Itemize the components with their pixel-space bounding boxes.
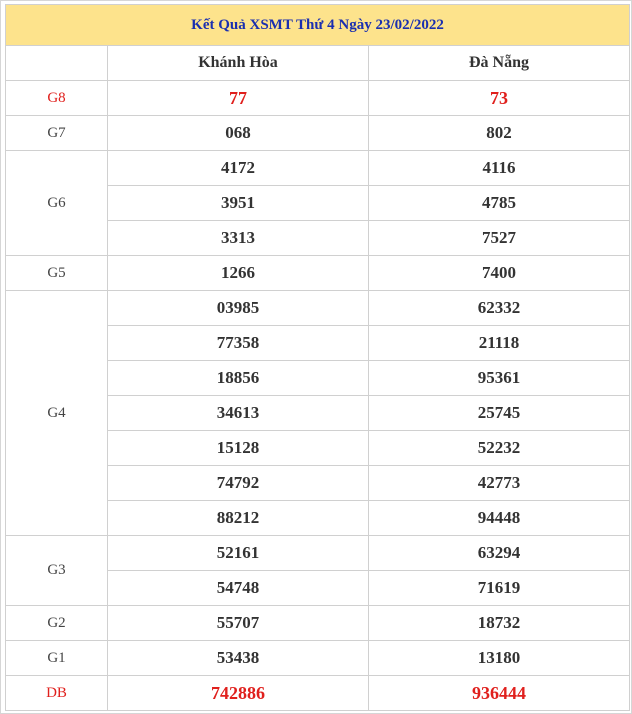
result-khanh-hoa: 068 [108,116,369,151]
result-da-nang: 18732 [369,606,630,641]
result-da-nang: 4785 [369,186,630,221]
prize-row-db [6,676,630,711]
province-header-khanh-hoa: Khánh Hòa [108,46,369,81]
result-khanh-hoa: 77 [108,81,369,116]
header-row [6,46,630,81]
result-khanh-hoa: 52161 [108,536,369,571]
result-khanh-hoa: 53438 [108,641,369,676]
result-khanh-hoa: 4172 [108,151,369,186]
result-khanh-hoa: 18856 [108,361,369,396]
result-khanh-hoa: 03985 [108,291,369,326]
results-body [6,81,630,711]
prize-label: DB [6,676,108,711]
result-da-nang: 73 [369,81,630,116]
lottery-results-table [5,4,630,711]
result-khanh-hoa: 1266 [108,256,369,291]
prize-row-g4 [6,291,630,326]
prize-label: G7 [6,116,108,151]
prize-row-g5 [6,256,630,291]
result-da-nang: 52232 [369,431,630,466]
result-khanh-hoa: 74792 [108,466,369,501]
table-title: Kết Quả XSMT Thứ 4 Ngày 23/02/2022 [6,5,630,46]
result-da-nang: 21118 [369,326,630,361]
result-da-nang: 63294 [369,536,630,571]
prize-label: G3 [6,536,108,606]
result-da-nang: 936444 [369,676,630,711]
result-khanh-hoa: 15128 [108,431,369,466]
result-da-nang: 802 [369,116,630,151]
result-da-nang: 25745 [369,396,630,431]
result-da-nang: 4116 [369,151,630,186]
prize-label: G8 [6,81,108,116]
prize-label: G5 [6,256,108,291]
result-khanh-hoa: 3313 [108,221,369,256]
result-khanh-hoa: 88212 [108,501,369,536]
prize-label: G1 [6,641,108,676]
prize-row-g7 [6,116,630,151]
prize-label: G6 [6,151,108,256]
prize-row-g1 [6,641,630,676]
result-khanh-hoa: 54748 [108,571,369,606]
result-da-nang: 94448 [369,501,630,536]
result-khanh-hoa: 742886 [108,676,369,711]
prize-column-header [6,46,108,81]
prize-row-g6 [6,151,630,186]
prize-label: G2 [6,606,108,641]
result-da-nang: 71619 [369,571,630,606]
result-da-nang: 7527 [369,221,630,256]
result-da-nang: 62332 [369,291,630,326]
prize-row-g8 [6,81,630,116]
result-khanh-hoa: 77358 [108,326,369,361]
result-da-nang: 7400 [369,256,630,291]
result-da-nang: 95361 [369,361,630,396]
prize-row-g3 [6,536,630,571]
result-khanh-hoa: 3951 [108,186,369,221]
prize-row-g2 [6,606,630,641]
result-da-nang: 42773 [369,466,630,501]
result-khanh-hoa: 34613 [108,396,369,431]
title-row [6,5,630,46]
province-header-da-nang: Đà Nẵng [369,46,630,81]
prize-label: G4 [6,291,108,536]
result-da-nang: 13180 [369,641,630,676]
result-khanh-hoa: 55707 [108,606,369,641]
